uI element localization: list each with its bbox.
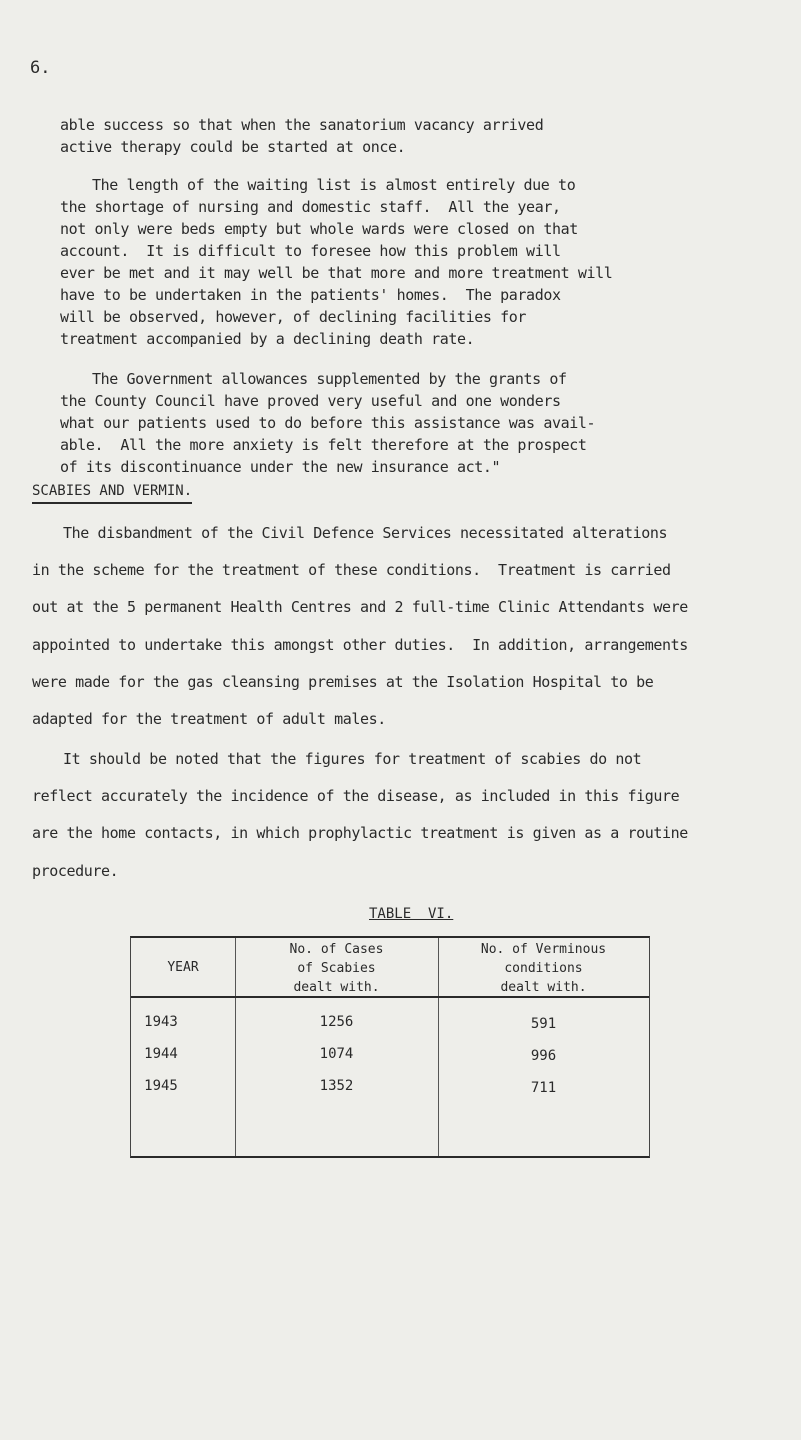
scabies-cell: 1352 — [319, 1078, 354, 1094]
header-year — [131, 958, 235, 977]
text-line: not only were beds empty but whole wards were closed on that — [60, 220, 578, 238]
text-line: in the scheme for the treatment of these conditions. Treatment is carried — [32, 561, 671, 579]
scabies-cell: 1074 — [319, 1046, 354, 1062]
verminous-cell: 996 — [530, 1048, 557, 1064]
year-cell: 1945 — [144, 1078, 178, 1094]
text-line: of its discontinuance under the new insurance act." — [60, 458, 501, 476]
text-line: have to be undertaken in the patients' homes. The paradox — [60, 286, 561, 304]
section-heading: SCABIES AND VERMIN. — [32, 483, 192, 504]
year-cell: 1944 — [144, 1046, 178, 1062]
text-line: The disbandment of the Civil Defence Services necessitated alterations — [63, 524, 668, 542]
header-line: dealt with. — [293, 980, 380, 995]
text-line: account. It is difficult to foresee how this problem will — [60, 242, 561, 260]
text-line: procedure. — [32, 862, 119, 880]
text-line: active therapy could be started at once. — [60, 138, 406, 156]
header-scabies — [235, 940, 438, 997]
text-line: It should be noted that the figures for treatment of scabies do not — [63, 750, 642, 768]
verminous-cell: 591 — [530, 1016, 557, 1032]
header-line: conditions — [504, 961, 583, 976]
text-line: the County Council have proved very useful and one wonders — [60, 392, 561, 410]
text-line: ever be met and it may well be that more and more treatment will — [60, 264, 613, 282]
header-line: of Scabies — [297, 961, 376, 976]
text-line: are the home contacts, in which prophylactic treatment is given as a routine — [32, 824, 688, 842]
text-line: able success so that when the sanatorium vacancy arrived — [60, 116, 544, 134]
text-line: will be observed, however, of declining facilities for — [60, 308, 527, 326]
year-cell: 1943 — [144, 1014, 178, 1030]
text-line: the shortage of nursing and domestic staff. All the year, — [60, 198, 561, 216]
page-number: 6. — [30, 58, 51, 78]
text-line: appointed to undertake this amongst other duties. In addition, arrangements — [32, 636, 688, 654]
text-line: The Government allowances supplemented by the grants of — [92, 370, 567, 388]
header-verminous — [438, 940, 649, 997]
text-line: treatment accompanied by a declining death rate. — [60, 330, 475, 348]
header-line: YEAR — [167, 960, 199, 975]
text-line: The length of the waiting list is almost entirely due to — [92, 176, 576, 194]
text-line: able. All the more anxiety is felt therefore at the prospect — [60, 436, 587, 454]
text-line: reflect accurately the incidence of the disease, as included in this figure — [32, 787, 680, 805]
text-line: out at the 5 permanent Health Centres and 2 full-time Clinic Attendants were — [32, 598, 688, 616]
header-line: dealt with. — [500, 980, 587, 995]
scabies-cell: 1256 — [319, 1014, 354, 1030]
verminous-cell: 711 — [530, 1080, 557, 1096]
text-line: what our patients used to do before this assistance was avail- — [60, 414, 596, 432]
header-line: No. of Verminous — [480, 942, 607, 957]
text-line: adapted for the treatment of adult males. — [32, 710, 386, 728]
table-caption: TABLE VI. — [369, 906, 454, 922]
text-line: were made for the gas cleansing premises at the Isolation Hospital to be — [32, 673, 654, 691]
header-line: No. of Cases — [289, 942, 384, 957]
data-table — [130, 936, 650, 1158]
